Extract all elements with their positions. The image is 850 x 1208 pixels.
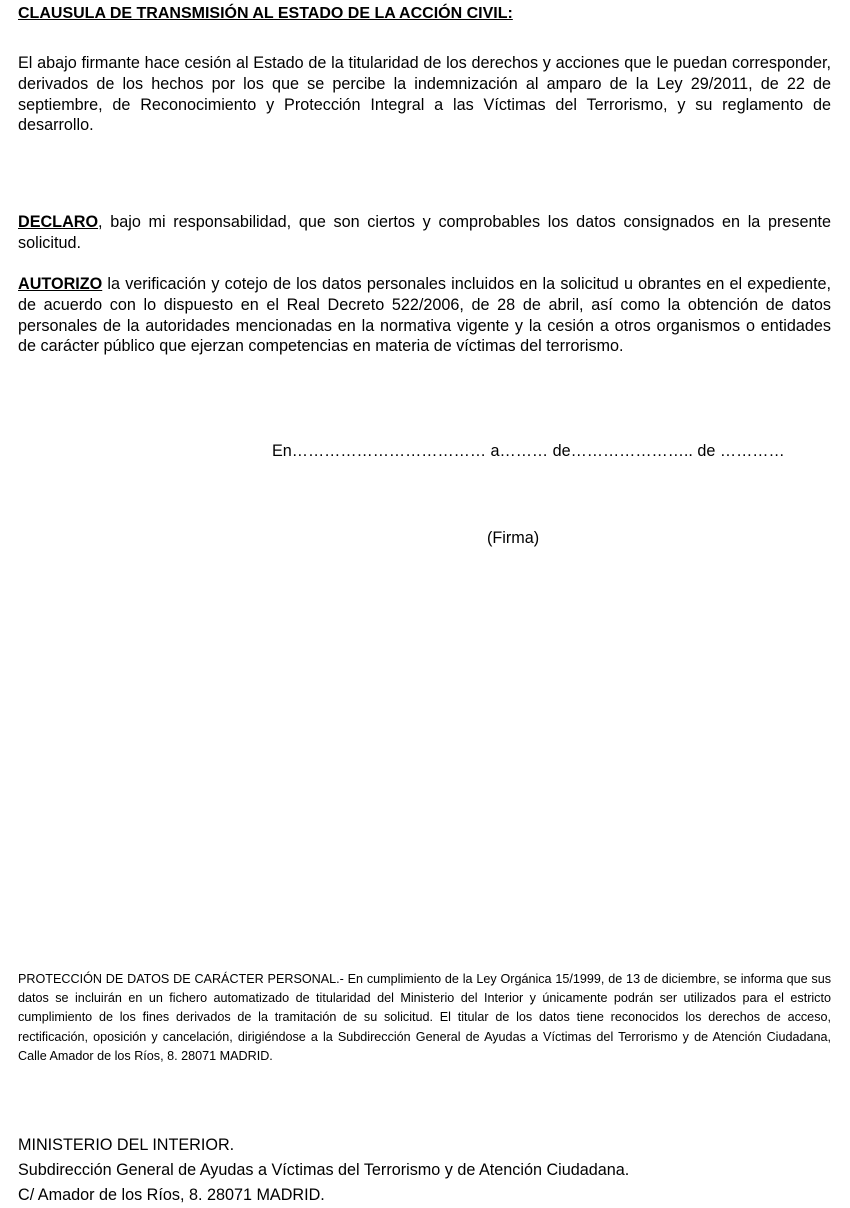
declaro-keyword: DECLARO	[18, 213, 99, 231]
footer-address-line: C/ Amador de los Ríos, 8. 28071 MADRID.	[18, 1186, 325, 1204]
authorization-paragraph	[18, 274, 831, 357]
signature-label: (Firma)	[487, 529, 540, 547]
clause-title: CLAUSULA DE TRANSMISIÓN AL ESTADO DE LA ACCIÓN CIVIL:	[18, 5, 513, 22]
place-date-line: En……………………………… a……… de………………….. de …………	[272, 442, 785, 460]
autorizo-keyword: AUTORIZO	[18, 275, 103, 293]
cession-paragraph: El abajo firmante hace cesión al Estado de la titularidad de los derechos y acciones que le puedan corresponder, derivados de los hechos por los que se percibe la indemnización al amparo de la Ley 29/2011, de 22 de septiembre, de Reconocimiento y Protección Integral a las Víctimas del Terrorismo, y su reglamento de desarrollo.	[18, 54, 831, 135]
declaration-paragraph	[18, 212, 831, 254]
footer-ministry: MINISTERIO DEL INTERIOR.	[18, 1136, 235, 1154]
footer-address	[18, 1133, 629, 1208]
data-protection-notice: PROTECCIÓN DE DATOS DE CARÁCTER PERSONAL.- En cumplimiento de la Ley Orgánica 15/1999, de 13 de diciembre, se informa que sus datos se incluirán en un fichero automatizado de titularidad del Ministerio del Interior y únicamente podrán ser utilizados para el estricto cumplimiento de los fines derivados de la tramitación de su solicitud. El titular de los datos tiene reconocidos los derechos de acceso, rectificación, oposición y cancelación, dirigiéndose a la Subdirección General de Ayudas a Víctimas del Terrorismo y de Atención Ciudadana, Calle Amador de los Ríos, 8. 28071 MADRID.	[18, 972, 831, 1063]
declaro-text: , bajo mi responsabilidad, que son ciertos y comprobables los datos consignados en la presente solicitud.	[18, 213, 831, 252]
autorizo-text: la verificación y cotejo de los datos personales incluidos en la solicitud u obrantes en el expediente, de acuerdo con lo dispuesto en el Real Decreto 522/2006, de 28 de abril, así como la obtención de datos personales de la autoridades mencionadas en la normativa vigente y la cesión a otros organismos o entidades de carácter público que ejerzan competencias en materia de víctimas del terrorismo.	[18, 275, 831, 356]
footer-department: Subdirección General de Ayudas a Víctimas del Terrorismo y de Atención Ciudadana.	[18, 1161, 630, 1179]
